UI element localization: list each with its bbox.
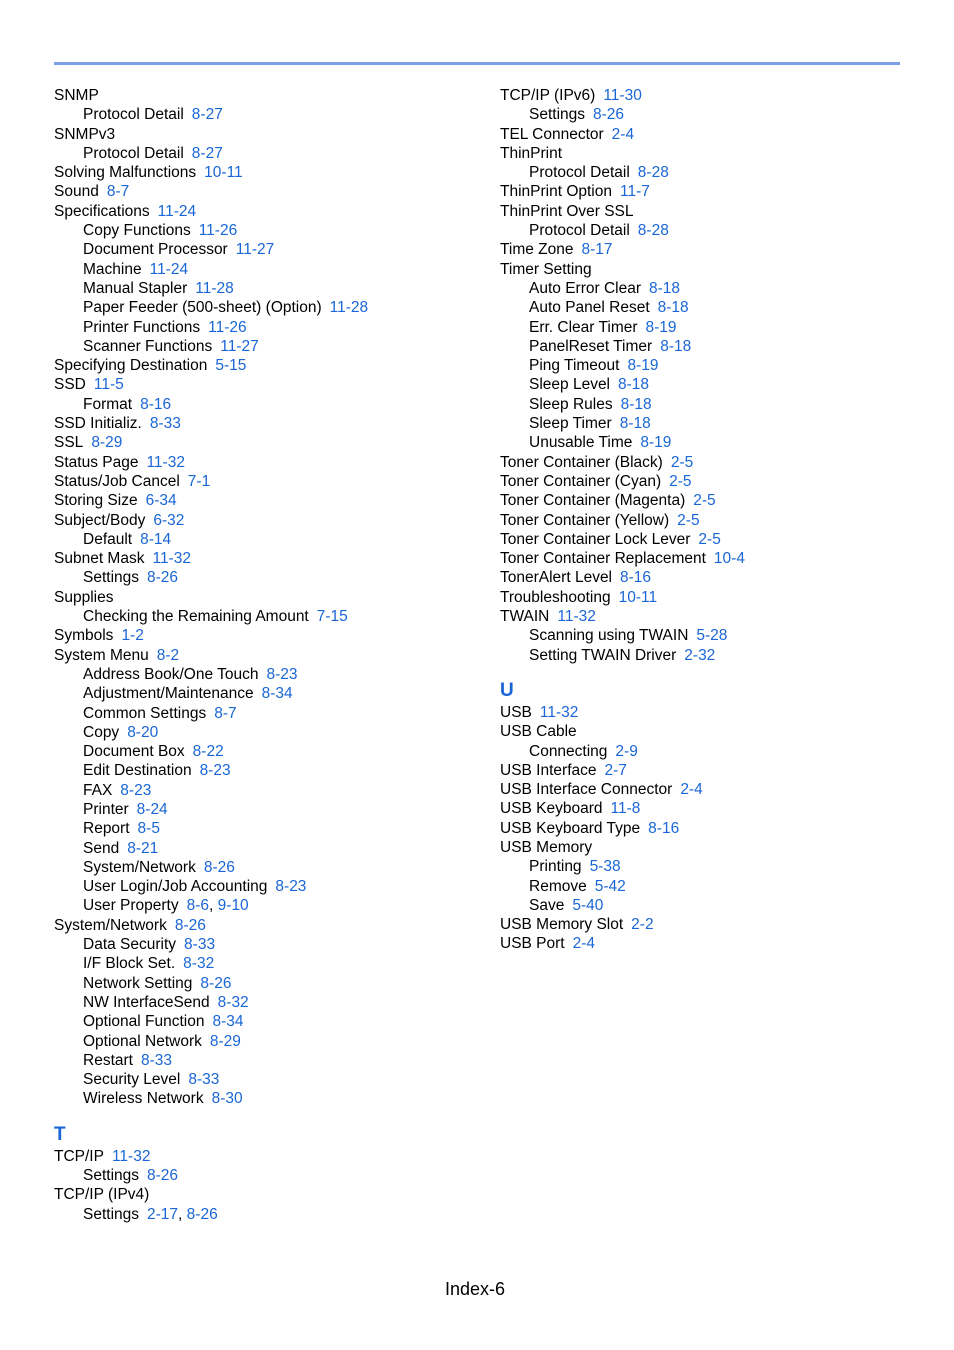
page-ref-link[interactable]: 5-15 xyxy=(215,357,247,375)
page-ref-link[interactable]: 11-7 xyxy=(620,183,650,201)
page-ref-link[interactable]: 6-34 xyxy=(145,492,177,510)
index-subentry xyxy=(500,395,900,414)
page-ref-link[interactable]: 8-33 xyxy=(149,415,181,433)
index-term: SNMPv3 xyxy=(54,125,116,143)
index-subentry xyxy=(54,221,474,240)
section-letter-t: T xyxy=(54,1123,66,1145)
index-subentry xyxy=(54,665,474,684)
page-ref-link[interactable]: 8-26 xyxy=(203,858,235,876)
index-term: Common Settings xyxy=(83,704,207,722)
index-term: NW InterfaceSend xyxy=(83,993,210,1011)
page-ref-link[interactable]: 8-21 xyxy=(127,839,159,857)
index-term: User Property xyxy=(83,897,179,915)
page-ref-link[interactable]: 11-32 xyxy=(111,1147,151,1165)
index-subentry: User Property 8-6, 9-10 xyxy=(83,897,249,915)
index-term: SSL xyxy=(54,434,84,452)
page-ref-link[interactable]: 8-23 xyxy=(199,762,231,780)
index-subentry xyxy=(54,877,474,896)
index-term: Edit Destination xyxy=(83,762,192,780)
index-entry xyxy=(500,86,900,105)
page-ref-link[interactable]: 8-33 xyxy=(140,1051,172,1069)
index-entry xyxy=(54,626,474,645)
page-ref-link[interactable]: 11-30 xyxy=(603,87,642,104)
page-ref-link[interactable]: 8-18 xyxy=(648,279,681,297)
index-term: Optional Network xyxy=(83,1032,202,1050)
index-term: Toner Container (Magenta) xyxy=(500,492,686,510)
index-term: Protocol Detail xyxy=(529,164,630,182)
index-term: Restart xyxy=(83,1051,133,1069)
page-ref-link[interactable]: 8-16 xyxy=(620,569,652,587)
page-ref-link[interactable]: 8-29 xyxy=(209,1032,241,1050)
index-subentry: Settings 2-17, 8-26 xyxy=(83,1205,218,1223)
index-term: Paper Feeder (500-sheet) (Option) xyxy=(83,299,322,317)
index-term: TWAIN xyxy=(500,608,550,626)
index-entry xyxy=(500,722,900,741)
index-term: Copy xyxy=(83,723,120,741)
index-term: Machine xyxy=(83,260,142,278)
index-subentry xyxy=(54,858,474,877)
index-term: Remove xyxy=(529,877,587,895)
page-ref-link[interactable]: 6-32 xyxy=(153,511,185,529)
index-subentry xyxy=(54,144,474,163)
index-subentry xyxy=(500,433,900,452)
index-term: Status/Job Cancel xyxy=(54,472,180,490)
index-term: Send xyxy=(83,839,120,857)
page-ref-link[interactable]: 8-34 xyxy=(261,685,293,703)
index-entry xyxy=(500,838,900,857)
index-term: FAX xyxy=(83,781,113,799)
index-term: Unusable Time xyxy=(529,434,633,452)
index-entry xyxy=(500,260,900,279)
index-subentry xyxy=(54,1012,474,1031)
page-ref-link[interactable]: 8-26 xyxy=(593,106,625,124)
index-subentry xyxy=(54,781,474,800)
index-subentry xyxy=(500,221,900,240)
index-entry xyxy=(54,511,474,530)
index-entry xyxy=(500,530,900,549)
page-ref-link[interactable]: 8-6 xyxy=(186,897,210,915)
index-entry xyxy=(54,549,474,568)
index-subentry xyxy=(54,993,474,1012)
page-ref-link[interactable]: 8-23 xyxy=(266,665,298,683)
index-term: Time Zone xyxy=(500,241,574,259)
page-ref-link[interactable]: 2-17 xyxy=(147,1205,179,1223)
index-subentry xyxy=(54,704,474,723)
index-subentry xyxy=(500,646,900,665)
page-ref-link[interactable]: 5-40 xyxy=(572,896,604,914)
page-ref-link[interactable]: 11-28 xyxy=(195,279,234,297)
index-term: Document Box xyxy=(83,743,185,761)
index-entry xyxy=(500,125,900,144)
page-ref-link[interactable]: 11-32 xyxy=(146,453,185,471)
page-ref-link[interactable]: 8-17 xyxy=(581,241,613,259)
index-term: Status Page xyxy=(54,453,139,471)
index-entry xyxy=(500,144,900,163)
index-column-right xyxy=(500,86,900,954)
index-term: TCP/IP xyxy=(54,1147,104,1165)
page-ref-link[interactable]: 8-34 xyxy=(212,1013,244,1031)
page-ref-link[interactable]: 8-23 xyxy=(275,878,307,896)
index-term: Toner Container Lock Lever xyxy=(500,530,691,548)
index-term: Settings xyxy=(83,569,140,587)
index-subentry xyxy=(54,935,474,954)
page-ref-link[interactable]: 2-5 xyxy=(669,472,692,490)
page-ref-link[interactable]: 8-27 xyxy=(191,144,223,162)
index-subentry xyxy=(54,337,474,356)
page-ref-link[interactable]: 8-33 xyxy=(184,936,216,954)
index-subentry xyxy=(54,240,474,259)
index-subentry xyxy=(500,163,900,182)
index-subentry xyxy=(54,530,474,549)
index-term: TCP/IP (IPv4) xyxy=(54,1186,150,1204)
index-term: Auto Error Clear xyxy=(529,279,641,297)
page-ref-link[interactable]: 11-27 xyxy=(235,241,275,259)
page-ref-link[interactable]: 8-22 xyxy=(192,743,224,761)
page-ref-link[interactable]: 10-4 xyxy=(713,550,745,568)
page-ref-link[interactable]: 11-24 xyxy=(157,202,197,220)
index-term: USB Keyboard Type xyxy=(500,819,641,837)
section-letter-u: U xyxy=(500,679,514,701)
index-entry xyxy=(500,568,900,587)
index-term: System/Network xyxy=(83,858,196,876)
page-ref-link[interactable]: 1-2 xyxy=(121,627,144,645)
page-ref-link[interactable]: 5-38 xyxy=(589,858,621,876)
index-term: USB Interface Connector xyxy=(500,781,673,799)
index-entry xyxy=(500,453,900,472)
index-term: Protocol Detail xyxy=(529,222,630,240)
index-term: Printer xyxy=(83,800,129,818)
page-ref-link[interactable]: 8-14 xyxy=(140,530,172,548)
index-entry xyxy=(54,202,474,221)
index-term: Toner Container (Cyan) xyxy=(500,472,662,490)
index-subentry xyxy=(54,260,474,279)
page-ref-link[interactable]: 2-4 xyxy=(680,781,703,799)
index-term: Supplies xyxy=(54,588,114,606)
index-term: Sleep Timer xyxy=(529,415,612,433)
index-entry xyxy=(500,182,900,201)
index-term: Protocol Detail xyxy=(83,106,184,124)
page-ref-link[interactable]: 8-16 xyxy=(140,395,172,413)
index-term: Printer Functions xyxy=(83,318,201,336)
index-term: USB Memory xyxy=(500,838,593,856)
index-entry xyxy=(500,491,900,510)
header-rule xyxy=(54,62,900,65)
index-subentry xyxy=(500,626,900,645)
page-ref-link[interactable]: 8-18 xyxy=(660,337,692,355)
index-term: Wireless Network xyxy=(83,1090,204,1108)
index-entry xyxy=(54,182,474,201)
index-term: TEL Connector xyxy=(500,125,604,143)
index-entry xyxy=(500,607,900,626)
page-ref-link[interactable]: 5-42 xyxy=(594,877,626,895)
index-term: Symbols xyxy=(54,627,114,645)
index-term: Settings xyxy=(529,106,586,124)
index-subentry xyxy=(54,105,474,124)
index-entry xyxy=(500,819,900,838)
index-term: USB Cable xyxy=(500,723,577,741)
page-ref-link[interactable]: 11-5 xyxy=(93,376,124,394)
index-subentry xyxy=(500,896,900,915)
page-ref-link[interactable]: 11-26 xyxy=(198,222,238,240)
index-entry xyxy=(54,491,474,510)
index-term: Toner Container (Yellow) xyxy=(500,511,670,529)
index-subentry xyxy=(54,819,474,838)
page-ref-link[interactable]: 8-26 xyxy=(186,1205,218,1223)
page-ref-link[interactable]: 8-32 xyxy=(183,955,215,973)
page-ref-link[interactable]: 8-28 xyxy=(637,164,669,182)
page-ref-link[interactable]: 8-26 xyxy=(200,974,232,992)
page-ref-link[interactable]: 10-11 xyxy=(204,164,243,182)
index-term: Solving Malfunctions xyxy=(54,164,197,182)
page-ref-link[interactable]: 8-30 xyxy=(211,1090,243,1108)
index-subentry xyxy=(500,857,900,876)
index-entry xyxy=(54,472,474,491)
index-term: ThinPrint xyxy=(500,144,563,162)
index-term: USB Port xyxy=(500,935,565,953)
page-ref-link[interactable]: 8-26 xyxy=(147,569,179,587)
index-term: System/Network xyxy=(54,916,167,934)
index-subentry xyxy=(54,761,474,780)
index-subentry xyxy=(54,1166,474,1185)
index-entry xyxy=(54,86,474,105)
page-number: Index-6 xyxy=(445,1279,506,1299)
index-term: Scanning using TWAIN xyxy=(529,627,689,645)
index-term: I/F Block Set. xyxy=(83,955,176,973)
index-entry xyxy=(54,375,474,394)
page-ref-link[interactable]: 8-18 xyxy=(618,376,650,394)
page-ref-link[interactable]: 8-16 xyxy=(648,819,680,837)
index-subentry xyxy=(500,375,900,394)
page-ref-link[interactable]: 8-7 xyxy=(214,704,237,722)
index-entry xyxy=(500,761,900,780)
page-ref-link[interactable]: 8-29 xyxy=(91,434,123,452)
index-entry xyxy=(54,1185,474,1204)
page-ref-link[interactable]: 11-32 xyxy=(152,550,191,568)
index-term: USB Interface xyxy=(500,761,597,779)
index-term: Storing Size xyxy=(54,492,138,510)
page-ref-link[interactable]: 8-18 xyxy=(657,299,689,317)
index-entry xyxy=(500,472,900,491)
index-term: Adjustment/Maintenance xyxy=(83,685,254,703)
page-ref-link[interactable]: 2-9 xyxy=(615,742,638,760)
index-term: Security Level xyxy=(83,1071,181,1089)
page-ref-link[interactable]: 11-32 xyxy=(557,608,596,626)
index-subentry xyxy=(54,568,474,587)
index-subentry xyxy=(54,1032,474,1051)
index-term: TCP/IP (IPv6) xyxy=(500,87,596,104)
index-term: Copy Functions xyxy=(83,222,191,240)
index-column-left xyxy=(54,86,474,1224)
page-ref-link[interactable]: 11-32 xyxy=(539,703,579,721)
page-ref-link[interactable]: 2-2 xyxy=(631,916,654,934)
index-term: Setting TWAIN Driver xyxy=(529,646,677,664)
page-ref-link[interactable]: 11-24 xyxy=(149,260,189,278)
index-term: Err. Clear Timer xyxy=(529,318,638,336)
page-ref-link[interactable]: 2-4 xyxy=(572,935,596,953)
page-ref-link[interactable]: 8-18 xyxy=(619,415,651,433)
index-term: USB xyxy=(500,703,532,721)
index-entry xyxy=(500,588,900,607)
index-term: Data Security xyxy=(83,936,177,954)
index-subentry xyxy=(54,1070,474,1089)
page-ref-link[interactable]: 10-11 xyxy=(618,588,658,606)
page-ref-link[interactable]: 8-19 xyxy=(627,357,659,375)
page-ref-link[interactable]: 2-5 xyxy=(693,492,716,510)
page-ref-link[interactable]: 2-4 xyxy=(611,125,635,143)
index-term: Checking the Remaining Amount xyxy=(83,608,309,626)
index-term: ThinPrint Over SSL xyxy=(500,202,634,220)
page-ref-link[interactable]: 8-26 xyxy=(174,916,206,934)
index-term: Sleep Level xyxy=(529,376,611,394)
page-ref-link[interactable]: 11-8 xyxy=(610,800,641,818)
index-term: Ping Timeout xyxy=(529,357,620,375)
page-ref-link[interactable]: 8-23 xyxy=(120,781,152,799)
index-term: Scanner Functions xyxy=(83,337,213,355)
index-subentry xyxy=(500,318,900,337)
index-entry xyxy=(500,202,900,221)
index-subentry xyxy=(54,318,474,337)
index-entry xyxy=(500,799,900,818)
index-term: Network Setting xyxy=(83,974,193,992)
page-ref-link[interactable]: 8-26 xyxy=(147,1167,179,1185)
page-ref-link[interactable]: 8-19 xyxy=(645,318,677,336)
index-entry xyxy=(54,916,474,935)
page-ref-link[interactable]: 8-2 xyxy=(156,646,180,664)
index-entry xyxy=(54,1147,474,1166)
index-term: Settings xyxy=(83,1205,140,1223)
page-ref-link[interactable]: 11-27 xyxy=(220,337,259,355)
index-entry xyxy=(54,163,474,182)
index-term: Specifying Destination xyxy=(54,357,208,375)
index-term: USB Keyboard xyxy=(500,800,603,818)
page-ref-link[interactable]: 8-28 xyxy=(637,222,669,240)
index-term: Address Book/One Touch xyxy=(83,665,259,683)
page-ref-link[interactable]: 8-27 xyxy=(191,106,223,124)
index-term: PanelReset Timer xyxy=(529,337,653,355)
index-subentry xyxy=(500,414,900,433)
index-term: Report xyxy=(83,820,130,838)
index-term: Subject/Body xyxy=(54,511,146,529)
index-entry xyxy=(54,356,474,375)
index-entry xyxy=(500,240,900,259)
index-term: Connecting xyxy=(529,742,608,760)
page-ref-link[interactable]: 2-5 xyxy=(698,530,721,548)
index-term: Document Processor xyxy=(83,241,228,259)
index-term: Timer Setting xyxy=(500,260,592,278)
page-ref-link[interactable]: 8-33 xyxy=(188,1071,220,1089)
index-term: Printing xyxy=(529,858,582,876)
index-entry xyxy=(500,511,900,530)
index-subentry xyxy=(500,105,900,124)
index-subentry xyxy=(500,279,900,298)
index-entry xyxy=(54,453,474,472)
index-subentry xyxy=(500,742,900,761)
page-ref-link[interactable]: 2-32 xyxy=(684,646,716,664)
index-entry xyxy=(500,915,900,934)
index-subentry xyxy=(54,279,474,298)
index-entry xyxy=(54,588,474,607)
index-term: ThinPrint Option xyxy=(500,183,612,201)
index-term: Manual Stapler xyxy=(83,279,188,297)
page-ref-link[interactable]: 11-28 xyxy=(329,299,369,317)
index-entry xyxy=(54,414,474,433)
index-subentry xyxy=(54,395,474,414)
page-ref-link[interactable]: 8-5 xyxy=(137,820,160,838)
index-term: User Login/Job Accounting xyxy=(83,878,268,896)
page-ref-link[interactable]: 2-5 xyxy=(677,511,700,529)
index-term: TonerAlert Level xyxy=(500,569,613,587)
page-ref-link[interactable]: 2-7 xyxy=(604,761,627,779)
index-term: Protocol Detail xyxy=(83,144,184,162)
index-subentry xyxy=(54,298,474,317)
index-term: Toner Container (Black) xyxy=(500,453,663,471)
index-subentry xyxy=(54,742,474,761)
page-ref-link[interactable]: 8-32 xyxy=(217,993,249,1011)
index-entry xyxy=(500,934,900,953)
index-subentry xyxy=(54,684,474,703)
index-term: SSD Initializ. xyxy=(54,415,142,433)
index-subentry xyxy=(500,337,900,356)
index-subentry xyxy=(54,723,474,742)
index-subentry xyxy=(54,839,474,858)
page-ref-link[interactable]: 7-1 xyxy=(187,472,211,490)
index-entry xyxy=(54,125,474,144)
index-term: Subnet Mask xyxy=(54,550,145,568)
index-term: Toner Container Replacement xyxy=(500,550,706,568)
index-subentry xyxy=(500,298,900,317)
index-term: Format xyxy=(83,395,133,413)
index-subentry xyxy=(54,954,474,973)
index-term: SNMP xyxy=(54,87,99,104)
index-entry xyxy=(54,646,474,665)
page-ref-link[interactable]: 2-5 xyxy=(670,453,694,471)
index-term: USB Memory Slot xyxy=(500,916,624,934)
index-term: System Menu xyxy=(54,646,149,664)
page-ref-link[interactable]: 9-10 xyxy=(217,897,249,915)
index-term: Save xyxy=(529,896,565,914)
page-ref-link[interactable]: 11-26 xyxy=(208,318,247,336)
index-term: Sound xyxy=(54,183,99,201)
index-term: Settings xyxy=(83,1167,140,1185)
index-term: Auto Panel Reset xyxy=(529,299,650,317)
index-term: Troubleshooting xyxy=(500,588,611,606)
index-subentry xyxy=(500,877,900,896)
index-entry xyxy=(500,780,900,799)
index-term: Default xyxy=(83,530,133,548)
index-subentry xyxy=(54,800,474,819)
index-subentry xyxy=(54,1089,474,1108)
index-subentry xyxy=(54,1051,474,1070)
index-entry xyxy=(54,433,474,452)
page-ref-link[interactable]: 8-20 xyxy=(127,723,159,741)
page-ref-link[interactable]: 8-24 xyxy=(136,800,168,818)
index-subentry xyxy=(54,607,474,626)
index-entry xyxy=(500,549,900,568)
index-term: Optional Function xyxy=(83,1013,205,1031)
page-ref-link[interactable]: 8-19 xyxy=(640,434,672,452)
page-ref-link[interactable]: 8-7 xyxy=(106,183,130,201)
index-term: Specifications xyxy=(54,202,150,220)
page-ref-link[interactable]: 7-15 xyxy=(316,608,348,626)
page-ref-link[interactable]: 5-28 xyxy=(696,627,728,645)
page-ref-link[interactable]: 8-18 xyxy=(620,395,652,413)
index-subentry xyxy=(500,356,900,375)
index-subentry xyxy=(54,974,474,993)
index-entry xyxy=(500,703,900,722)
index-term: Sleep Rules xyxy=(529,395,613,413)
index-term: SSD xyxy=(54,376,86,394)
